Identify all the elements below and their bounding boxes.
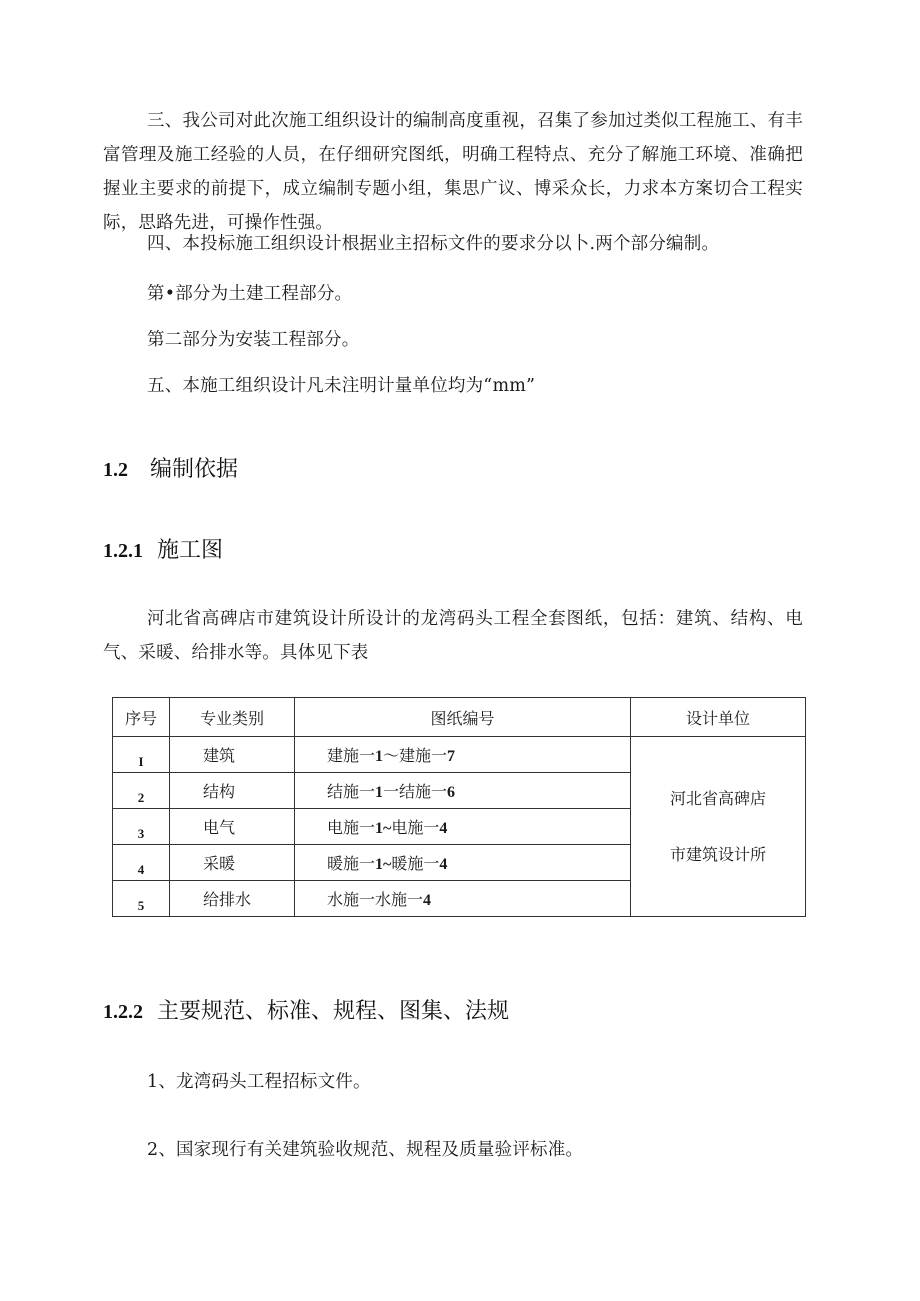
heading-1-2 xyxy=(103,452,238,483)
row-drawing-code: 暖施一1~暖施一4 xyxy=(295,845,631,881)
row-drawing-code: 水施一水施一4 xyxy=(295,881,631,917)
row-category: 结构 xyxy=(170,773,295,809)
paragraph-4: 四、本投标施工组织设计根据业主招标文件的要求分以卜.两个部分编制。 xyxy=(147,234,720,254)
header-drawing-code: 图纸编号 xyxy=(295,698,631,737)
header-category: 专业类别 xyxy=(170,698,295,737)
row-category: 电气 xyxy=(170,809,295,845)
row-seq: 4 xyxy=(113,845,170,881)
table-header-row xyxy=(113,698,806,737)
heading-title: 编制依据 xyxy=(150,457,239,482)
header-design-unit: 设计单位 xyxy=(631,698,806,737)
list-item: 1、龙湾码头工程招标文件。 xyxy=(147,1072,371,1092)
design-unit-line-2: 市建筑设计所 xyxy=(669,844,766,864)
row-seq: 3 xyxy=(113,809,170,845)
header-seq: 序号 xyxy=(113,698,170,737)
row-drawing-code: 结施一1一结施一6 xyxy=(295,773,631,809)
paragraph-4b: 第二部分为安装工程部分。 xyxy=(147,330,360,350)
drawings-description: 河北省高碑店市建筑设计所设计的龙湾码头工程全套图纸，包括：建筑、结构、电气、采暖、给排水等。具体见下表 xyxy=(103,609,803,663)
table-row xyxy=(113,737,806,773)
design-unit-line-1: 河北省高碑店 xyxy=(669,788,766,808)
row-seq: 2 xyxy=(113,773,170,809)
row-drawing-code: 建施一1～建施一7 xyxy=(295,737,631,773)
paragraph-5: 五、本施工组织设计凡未注明计量单位均为“mm” xyxy=(147,376,536,396)
heading-title: 施工图 xyxy=(157,538,224,563)
row-drawing-code: 电施一1~电施一4 xyxy=(295,809,631,845)
row-category: 采暖 xyxy=(170,845,295,881)
design-unit-cell xyxy=(631,737,806,917)
list-item: 2、国家现行有关建筑验收规范、规程及质量验评标准。 xyxy=(147,1140,584,1160)
heading-1-2-2 xyxy=(103,994,509,1025)
row-category: 给排水 xyxy=(170,881,295,917)
heading-number: 1.2.2 xyxy=(103,1001,143,1023)
heading-title: 主要规范、标准、规程、图集、法规 xyxy=(157,999,510,1024)
row-seq: 5 xyxy=(113,881,170,917)
paragraph-3: 三、我公司对此次施工组织设计的编制高度重视，召集了参加过类似工程施工、有丰富管理及施工经验的人员，在仔细研究图纸，明确工程特点、充分了解施工环境、准确把握业主要求的前提下，成立编制专题小组，集思广议、博采众长，力求本方案切合工程实际，思路先进，可操作性强。 xyxy=(103,111,803,233)
row-seq: I xyxy=(113,737,170,773)
heading-1-2-1 xyxy=(103,533,223,564)
drawing-list-table xyxy=(112,697,806,917)
row-category: 建筑 xyxy=(170,737,295,773)
heading-number: 1.2.1 xyxy=(103,540,143,562)
heading-number: 1.2 xyxy=(103,459,128,481)
paragraph-4a: 第•部分为土建工程部分。 xyxy=(147,284,353,304)
